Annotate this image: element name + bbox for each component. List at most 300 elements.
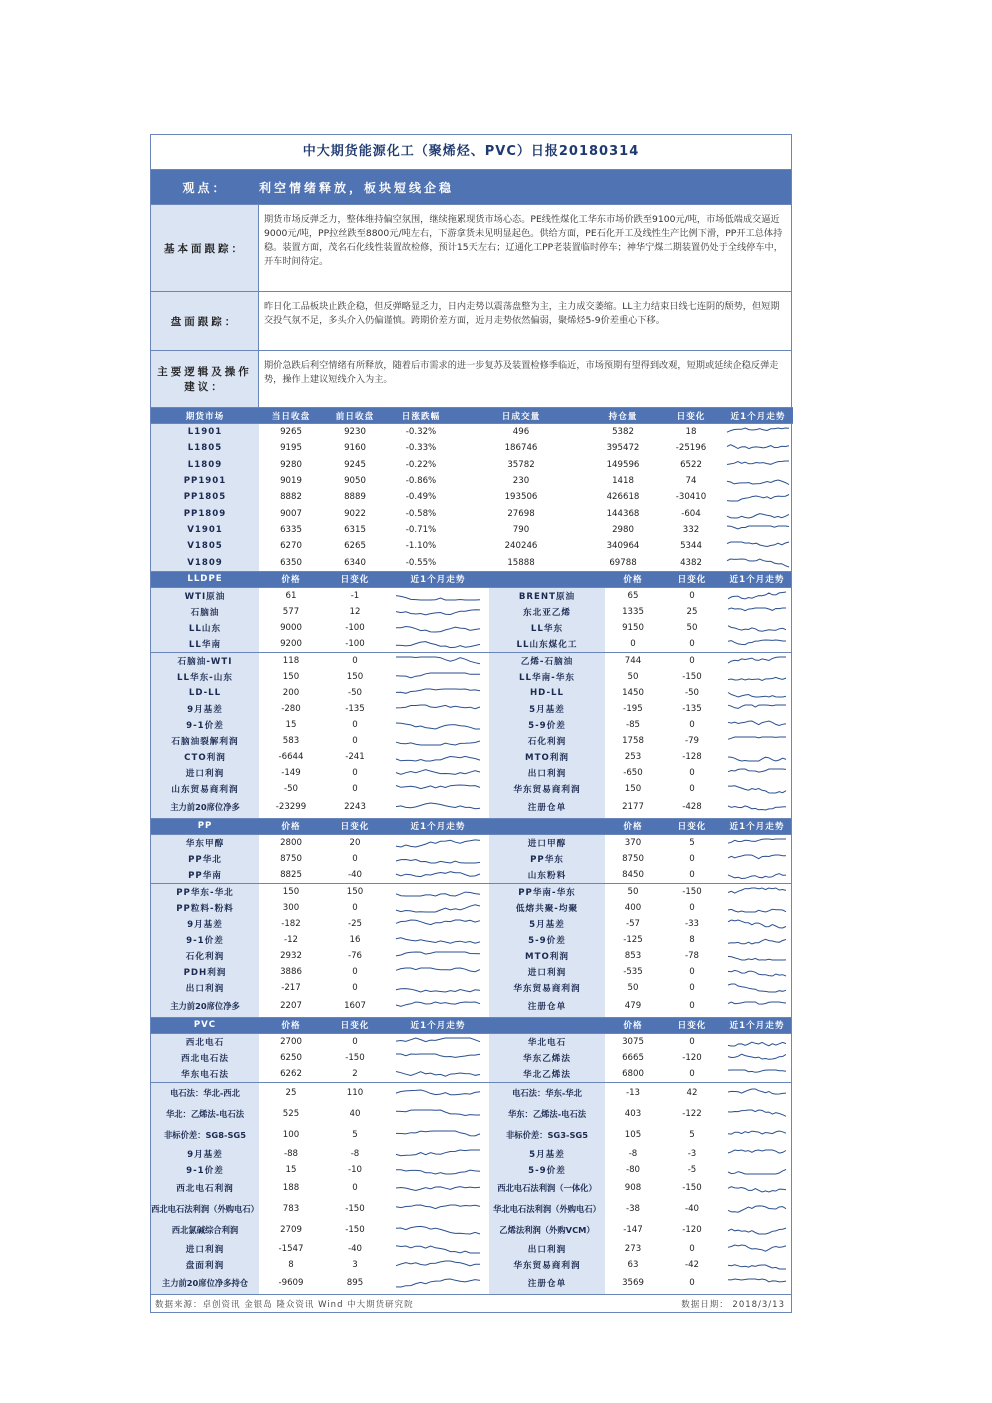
indicator-value: 525 bbox=[282, 1109, 300, 1120]
trend-sparkline bbox=[727, 703, 787, 715]
indicator-name: 9月基差 bbox=[151, 916, 259, 932]
trend-line bbox=[396, 689, 480, 693]
indicator-name: 电石法：华北-西北 bbox=[151, 1082, 259, 1104]
spot-row bbox=[151, 916, 791, 932]
trend-line bbox=[727, 428, 789, 432]
trend-sparkline bbox=[727, 1182, 787, 1194]
indicator-name: BRENT原油 bbox=[489, 587, 605, 604]
trend-line bbox=[396, 1169, 480, 1173]
trend-sparkline bbox=[395, 1108, 481, 1120]
indicator-value: 853 bbox=[624, 950, 642, 961]
futures-cell: -30410 bbox=[675, 492, 707, 503]
trend-sparkline bbox=[726, 442, 790, 454]
trend-line bbox=[728, 1228, 786, 1234]
trend-sparkline bbox=[727, 655, 787, 667]
indicator-name: 乙烯-石脑油 bbox=[489, 652, 605, 669]
trend-sparkline bbox=[726, 459, 790, 471]
trend-line bbox=[396, 1279, 480, 1287]
spot-header-cell: 日变化 bbox=[661, 1017, 723, 1033]
spot-header-cell bbox=[489, 818, 605, 834]
futures-trend-cell bbox=[723, 554, 793, 570]
indicator-change: -150 bbox=[345, 1225, 365, 1236]
indicator-trend-cell bbox=[387, 834, 489, 851]
indicator-trend-cell bbox=[387, 1162, 489, 1178]
indicator-change: 0 bbox=[323, 652, 387, 669]
spot-row bbox=[151, 1273, 791, 1294]
indicator-name: 西北电石法利润（外购电石） bbox=[151, 1199, 259, 1220]
indicator-name: 华东甲醇 bbox=[151, 834, 259, 851]
indicator-trend-cell bbox=[387, 1066, 489, 1083]
indicator-name: 西北电石法利润（一体化） bbox=[489, 1178, 605, 1199]
indicator-trend-cell bbox=[387, 1125, 489, 1146]
indicator-change: -25 bbox=[347, 918, 363, 929]
trend-sparkline bbox=[727, 950, 787, 962]
indicator-value: -149 bbox=[281, 767, 301, 778]
futures-cell: -604 bbox=[681, 508, 701, 519]
futures-cell: -0.55% bbox=[405, 557, 437, 568]
indicator-trend-cell bbox=[387, 996, 489, 1017]
trend-line bbox=[396, 609, 480, 614]
trend-line bbox=[728, 640, 786, 645]
indicator-change: 0 bbox=[352, 902, 358, 913]
indicator-trend-cell bbox=[723, 701, 791, 717]
futures-cell: 9265 bbox=[259, 424, 323, 441]
indicator-value: 50 bbox=[627, 982, 639, 993]
data-tables bbox=[151, 407, 791, 1294]
indicator-change: -241 bbox=[345, 751, 365, 762]
trend-line bbox=[727, 542, 789, 547]
market-section bbox=[151, 291, 791, 350]
futures-header-cell: 日变化 bbox=[659, 408, 723, 424]
indicator-change: 0 bbox=[689, 1243, 695, 1254]
indicator-trend-cell bbox=[723, 834, 791, 851]
trend-sparkline bbox=[395, 853, 481, 865]
indicator-name: PP华南 bbox=[151, 867, 259, 884]
indicator-change: 0 bbox=[689, 982, 695, 993]
futures-cell: 240246 bbox=[504, 541, 538, 552]
indicator-trend-cell bbox=[387, 1241, 489, 1257]
indicator-trend-cell bbox=[387, 851, 489, 867]
indicator-value: 118 bbox=[259, 652, 323, 669]
indicator-name: 进口甲醇 bbox=[489, 834, 605, 851]
indicator-change: 16 bbox=[349, 934, 361, 945]
trend-line bbox=[396, 769, 480, 774]
spot-row bbox=[151, 980, 791, 996]
indicator-value: 2800 bbox=[259, 834, 323, 851]
spot-header-cell: 近1个月走势 bbox=[723, 571, 791, 587]
indicator-value: 3569 bbox=[622, 1278, 644, 1289]
trend-line bbox=[396, 1150, 480, 1156]
trend-sparkline bbox=[726, 557, 790, 569]
spot-row bbox=[151, 685, 791, 701]
futures-cell: 149596 bbox=[606, 459, 640, 470]
indicator-value: 6665 bbox=[622, 1052, 644, 1063]
indicator-trend-cell bbox=[387, 587, 489, 604]
futures-cell: 9160 bbox=[344, 443, 366, 454]
indicator-value: -80 bbox=[625, 1164, 641, 1175]
indicator-value: 253 bbox=[624, 751, 642, 762]
spot-header-cell: 近1个月走势 bbox=[387, 571, 489, 587]
indicator-trend-cell bbox=[387, 900, 489, 916]
indicator-change: -122 bbox=[682, 1109, 702, 1120]
trend-sparkline bbox=[395, 801, 481, 813]
indicator-change: 0 bbox=[352, 982, 358, 993]
indicator-value: -9609 bbox=[278, 1278, 304, 1289]
indicator-name: LL华南 bbox=[151, 636, 259, 653]
indicator-value: 908 bbox=[624, 1183, 642, 1194]
trend-sparkline bbox=[726, 508, 790, 520]
indicator-trend-cell bbox=[723, 717, 791, 733]
indicator-value: 744 bbox=[605, 652, 661, 669]
indicator-trend-cell bbox=[723, 733, 791, 749]
trend-line bbox=[396, 937, 480, 942]
indicator-value: 6800 bbox=[622, 1068, 644, 1079]
indicator-value: 1450 bbox=[622, 687, 644, 698]
fundamental-section bbox=[151, 204, 791, 291]
indicator-trend-cell bbox=[723, 1199, 791, 1220]
indicator-change: 0 bbox=[689, 783, 695, 794]
indicator-value: -50 bbox=[283, 783, 299, 794]
indicator-name: 华北电石法利润（外购电石） bbox=[489, 1199, 605, 1220]
futures-cell: -0.71% bbox=[405, 524, 437, 535]
indicator-change: -135 bbox=[682, 703, 702, 714]
indicator-value: -13 bbox=[605, 1082, 661, 1104]
indicator-change: -150 bbox=[682, 671, 702, 682]
trend-line bbox=[396, 1187, 480, 1191]
indicator-change: -150 bbox=[345, 1204, 365, 1215]
trend-line bbox=[396, 1054, 480, 1057]
trend-line bbox=[728, 920, 786, 928]
market-text: 昨日化工品板块止跌企稳，但反弹略显乏力，日内走势以震荡盘整为主，主力成交萎缩。LL主力结束日线七连阴的颓势，但短期交投气氛不足，多头介入仍偏谨慎。跨期价差方面，近月走势依然偏弱，聚烯烃5-9价差重心下移。 bbox=[259, 292, 791, 350]
indicator-value: 50 bbox=[605, 883, 661, 900]
futures-cell: -0.86% bbox=[405, 476, 437, 487]
trend-line bbox=[728, 785, 786, 792]
indicator-change: -128 bbox=[682, 751, 702, 762]
trend-line bbox=[728, 1042, 786, 1046]
indicator-name: 主力前20席位净多持仓 bbox=[151, 1273, 259, 1294]
contract-name: V1809 bbox=[151, 554, 259, 570]
indicator-change: 150 bbox=[323, 883, 387, 900]
trend-line bbox=[728, 1206, 786, 1212]
trend-line bbox=[728, 769, 786, 772]
indicator-value: -23299 bbox=[275, 802, 307, 813]
indicator-change: 895 bbox=[346, 1278, 364, 1289]
indicator-change: -42 bbox=[684, 1259, 700, 1270]
indicator-value: -38 bbox=[625, 1204, 641, 1215]
indicator-value: 50 bbox=[627, 671, 639, 682]
indicator-change: -50 bbox=[347, 687, 363, 698]
indicator-value: 188 bbox=[282, 1183, 300, 1194]
indicator-name: 西北电石法 bbox=[151, 1050, 259, 1066]
trend-sparkline bbox=[727, 606, 787, 618]
indicator-name: 5-9价差 bbox=[489, 1162, 605, 1178]
indicator-name: 注册仓单 bbox=[489, 996, 605, 1017]
futures-cell: -0.58% bbox=[405, 508, 437, 519]
trend-sparkline bbox=[395, 934, 481, 946]
indicator-name: PP粒料-粉料 bbox=[151, 900, 259, 916]
contract-name: V1901 bbox=[151, 522, 259, 538]
indicator-value: 370 bbox=[605, 834, 661, 851]
contract-name: L1809 bbox=[151, 457, 259, 473]
spot-header-cell: 近1个月走势 bbox=[723, 818, 791, 834]
trend-sparkline bbox=[726, 426, 790, 438]
trend-sparkline bbox=[727, 1164, 787, 1176]
futures-cell: -0.32% bbox=[387, 424, 455, 441]
indicator-change: -150 bbox=[345, 1052, 365, 1063]
indicator-trend-cell bbox=[723, 867, 791, 884]
trend-sparkline bbox=[727, 1087, 787, 1099]
indicator-trend-cell bbox=[723, 652, 791, 669]
trend-line bbox=[727, 526, 789, 529]
trend-line bbox=[396, 595, 480, 599]
trend-sparkline bbox=[395, 1148, 481, 1160]
spot-row bbox=[151, 932, 791, 948]
indicator-name: 华北乙烯法 bbox=[489, 1066, 605, 1083]
trend-line bbox=[396, 968, 480, 972]
indicator-trend-cell bbox=[387, 685, 489, 701]
indicator-value: 273 bbox=[624, 1243, 642, 1254]
spot-row bbox=[151, 797, 791, 818]
indicator-change: 0 bbox=[689, 902, 695, 913]
view-text: 利空情绪释放，板块短线企稳 bbox=[259, 180, 455, 195]
trend-line bbox=[728, 1264, 786, 1268]
report-title: 中大期货能源化工（聚烯烃、PVC）日报20180314 bbox=[151, 135, 791, 170]
futures-cell: 9280 bbox=[280, 459, 302, 470]
indicator-value: 400 bbox=[624, 902, 642, 913]
indicator-value: 783 bbox=[282, 1204, 300, 1215]
spot-row bbox=[151, 1066, 791, 1083]
indicator-name: 5-9价差 bbox=[489, 932, 605, 948]
indicator-name: 5月基差 bbox=[489, 916, 605, 932]
indicator-change: 2 bbox=[352, 1068, 358, 1079]
indicator-change: -78 bbox=[684, 950, 700, 961]
trend-line bbox=[728, 1279, 786, 1282]
indicator-change: -150 bbox=[682, 1183, 702, 1194]
trend-sparkline bbox=[727, 1000, 787, 1012]
trend-line bbox=[728, 1054, 786, 1059]
indicator-name: 进口利润 bbox=[489, 964, 605, 980]
indicator-change: 12 bbox=[349, 606, 361, 617]
contract-name: PP1809 bbox=[151, 505, 259, 521]
indicator-trend-cell bbox=[723, 781, 791, 797]
futures-cell: 9022 bbox=[344, 508, 366, 519]
futures-cell: 5382 bbox=[587, 424, 659, 441]
data-date-label: 数据日期： bbox=[681, 1299, 729, 1310]
indicator-change: 0 bbox=[689, 638, 695, 649]
trend-sparkline bbox=[727, 735, 787, 747]
indicator-trend-cell bbox=[723, 797, 791, 818]
indicator-change: 42 bbox=[661, 1082, 723, 1104]
indicator-value: -650 bbox=[623, 767, 643, 778]
spot-row bbox=[151, 765, 791, 781]
spot-header-cell: PP bbox=[151, 818, 259, 834]
spot-row bbox=[151, 1199, 791, 1220]
indicator-change: 0 bbox=[352, 853, 358, 864]
indicator-name: 电石法：华东-华北 bbox=[489, 1082, 605, 1104]
trend-sparkline bbox=[395, 1182, 481, 1194]
trend-line bbox=[727, 495, 789, 502]
indicator-trend-cell bbox=[387, 797, 489, 818]
indicator-value: -147 bbox=[623, 1225, 643, 1236]
indicator-value: 2177 bbox=[622, 802, 644, 813]
indicator-value: 100 bbox=[282, 1130, 300, 1141]
indicator-name: 9月基差 bbox=[151, 701, 259, 717]
data-date-wrap bbox=[681, 1298, 785, 1310]
futures-cell: 790 bbox=[512, 524, 530, 535]
trend-line bbox=[728, 705, 786, 708]
trend-sparkline bbox=[727, 590, 787, 602]
indicator-trend-cell bbox=[387, 1104, 489, 1125]
indicator-trend-cell bbox=[387, 1199, 489, 1220]
indicator-value: 65 bbox=[605, 587, 661, 604]
spot-row bbox=[151, 669, 791, 685]
indicator-value: 105 bbox=[624, 1130, 642, 1141]
futures-trend-cell bbox=[723, 440, 793, 456]
indicator-value: 2207 bbox=[280, 1001, 302, 1012]
indicator-trend-cell bbox=[723, 1066, 791, 1083]
spot-row bbox=[151, 636, 791, 653]
indicator-name: 华东乙烯法 bbox=[489, 1050, 605, 1066]
futures-cell: 6522 bbox=[680, 459, 702, 470]
indicator-change: -33 bbox=[684, 918, 700, 929]
futures-cell: 5344 bbox=[680, 541, 702, 552]
indicator-trend-cell bbox=[387, 749, 489, 765]
indicator-change: -120 bbox=[682, 1052, 702, 1063]
trend-sparkline bbox=[727, 869, 787, 881]
indicator-value: 8750 bbox=[280, 853, 302, 864]
indicator-name: 9-1价差 bbox=[151, 932, 259, 948]
indicator-trend-cell bbox=[723, 669, 791, 685]
indicator-value: 6262 bbox=[280, 1068, 302, 1079]
indicator-change: -76 bbox=[347, 950, 363, 961]
futures-cell: 18 bbox=[659, 424, 723, 441]
indicator-trend-cell bbox=[387, 883, 489, 900]
trend-sparkline bbox=[727, 918, 787, 930]
trend-line bbox=[728, 757, 786, 761]
trend-sparkline bbox=[727, 1148, 787, 1160]
futures-cell: 193506 bbox=[504, 492, 538, 503]
indicator-value: -182 bbox=[281, 918, 301, 929]
indicator-trend-cell bbox=[723, 1241, 791, 1257]
indicator-change: -120 bbox=[682, 1225, 702, 1236]
spot-header-cell: LLDPE bbox=[151, 571, 259, 587]
futures-cell: 69788 bbox=[609, 557, 637, 568]
indicator-trend-cell bbox=[387, 1273, 489, 1294]
indicator-change: 0 bbox=[352, 1183, 358, 1194]
indicator-change: 0 bbox=[689, 853, 695, 864]
trend-line bbox=[728, 956, 786, 960]
trend-sparkline bbox=[727, 1203, 787, 1215]
view-bar bbox=[151, 170, 791, 204]
indicator-trend-cell bbox=[387, 652, 489, 669]
spot-table-pvc bbox=[151, 1017, 791, 1294]
futures-cell: 1418 bbox=[612, 476, 634, 487]
indicator-value: 300 bbox=[282, 902, 300, 913]
indicator-change: -1 bbox=[323, 587, 387, 604]
spot-row bbox=[151, 996, 791, 1017]
trend-line bbox=[728, 970, 786, 976]
indicator-value: -125 bbox=[623, 934, 643, 945]
trend-line bbox=[396, 1110, 480, 1116]
spot-row bbox=[151, 964, 791, 980]
indicator-change: 0 bbox=[352, 783, 358, 794]
indicator-name: 9月基差 bbox=[151, 1146, 259, 1162]
trend-sparkline bbox=[395, 1000, 481, 1012]
futures-cell: 6335 bbox=[280, 524, 302, 535]
indicator-name: 华东贸易商利润 bbox=[489, 1257, 605, 1273]
indicator-trend-cell bbox=[387, 1257, 489, 1273]
indicator-trend-cell bbox=[723, 1257, 791, 1273]
trend-sparkline bbox=[395, 687, 481, 699]
indicator-trend-cell bbox=[723, 749, 791, 765]
spot-header-cell: 日变化 bbox=[661, 818, 723, 834]
indicator-change: 0 bbox=[689, 767, 695, 778]
futures-row bbox=[151, 522, 793, 538]
indicator-trend-cell bbox=[387, 733, 489, 749]
spot-row bbox=[151, 717, 791, 733]
indicator-change: -40 bbox=[684, 1204, 700, 1215]
spot-row bbox=[151, 652, 791, 669]
futures-header-cell: 近1个月走势 bbox=[723, 408, 793, 424]
indicator-name: 西北电石利润 bbox=[151, 1178, 259, 1199]
indicator-value: 577 bbox=[282, 606, 300, 617]
trend-sparkline bbox=[395, 918, 481, 930]
spot-header-row bbox=[151, 1017, 791, 1033]
indicator-change: 0 bbox=[689, 1001, 695, 1012]
indicator-trend-cell bbox=[723, 883, 791, 900]
indicator-name: 乙烯法利润（外购VCM） bbox=[489, 1220, 605, 1241]
trend-sparkline bbox=[727, 853, 787, 865]
indicator-value: 9200 bbox=[280, 638, 302, 649]
trend-sparkline bbox=[727, 622, 787, 634]
futures-cell: 230 bbox=[512, 476, 530, 487]
trend-line bbox=[396, 892, 480, 896]
trend-sparkline bbox=[395, 622, 481, 634]
futures-header-row bbox=[151, 408, 793, 424]
indicator-name: 华东：乙烯法-电石法 bbox=[489, 1104, 605, 1125]
indicator-trend-cell bbox=[723, 1033, 791, 1050]
indicator-trend-cell bbox=[387, 1146, 489, 1162]
spot-row bbox=[151, 834, 791, 851]
futures-trend-cell bbox=[723, 505, 793, 521]
spot-row bbox=[151, 1104, 791, 1125]
futures-cell: -0.33% bbox=[405, 443, 437, 454]
indicator-change: 0 bbox=[352, 719, 358, 730]
indicator-value: 9000 bbox=[280, 622, 302, 633]
indicator-trend-cell bbox=[387, 1033, 489, 1050]
futures-cell: 8882 bbox=[280, 492, 302, 503]
indicator-change: 2243 bbox=[344, 802, 366, 813]
futures-trend-cell bbox=[723, 538, 793, 554]
indicator-value: -535 bbox=[623, 966, 643, 977]
trend-line bbox=[727, 445, 789, 449]
futures-cell: 2980 bbox=[612, 524, 634, 535]
trend-line bbox=[728, 608, 786, 611]
trend-sparkline bbox=[727, 687, 787, 699]
trend-line bbox=[396, 785, 480, 789]
futures-cell: 340964 bbox=[606, 541, 640, 552]
trend-line bbox=[728, 1002, 786, 1004]
spot-row bbox=[151, 851, 791, 867]
trend-line bbox=[728, 1187, 786, 1192]
spot-header-cell: 价格 bbox=[605, 818, 661, 834]
indicator-change: -40 bbox=[347, 1243, 363, 1254]
trend-line bbox=[728, 984, 786, 992]
trend-line bbox=[728, 939, 786, 944]
trend-line bbox=[396, 1205, 480, 1209]
indicator-change: 8 bbox=[689, 934, 695, 945]
trend-line bbox=[396, 952, 480, 956]
